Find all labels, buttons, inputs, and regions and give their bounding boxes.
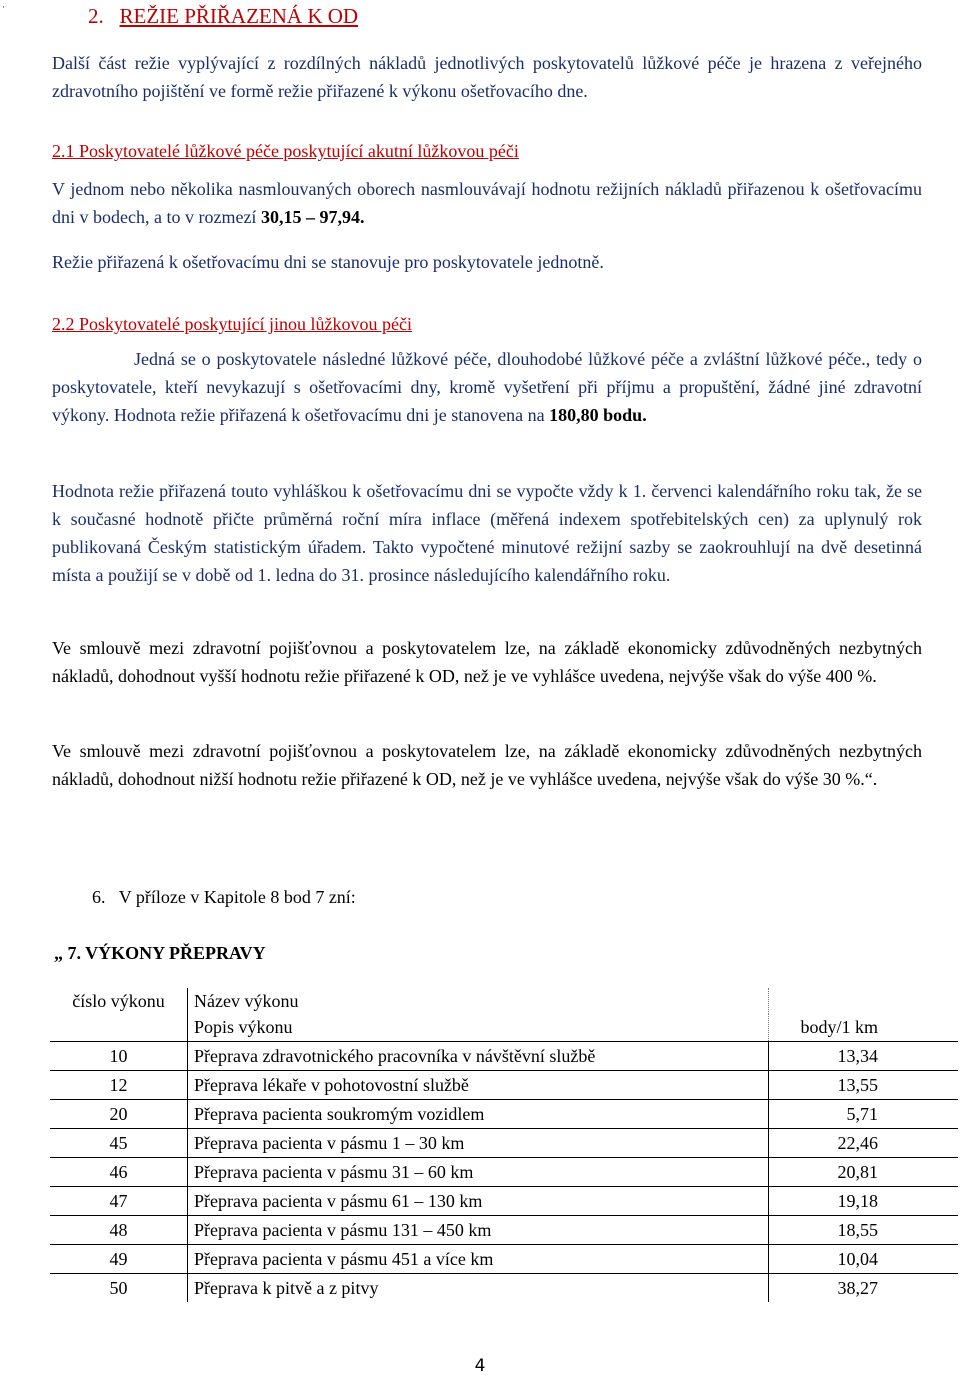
- item-6: [92, 887, 356, 908]
- subsection-2-1-heading: 2.1 Poskytovatelé lůžkové péče poskytující akutní lůžkovou péči: [52, 141, 519, 161]
- table-row: [50, 1274, 958, 1303]
- higher-value-paragraph: Ve smlouvě mezi zdravotní pojišťovnou a poskytovatelem lze, na základě ekonomicky zdůvodněných nezbytných nákladů, dohodnout vyšší hodnotu režie přiřazené k OD, než je ve vyhlášce uvedena, nejvýše však do výše 400 %.: [52, 638, 922, 686]
- chapter-7-title: „ 7. VÝKONY PŘEPRAVY: [54, 943, 266, 963]
- row-name: Přeprava pacienta v pásmu 61 – 130 km: [188, 1187, 769, 1216]
- row-points: 22,46: [769, 1129, 959, 1158]
- subsection-2-1-text: V jednom nebo několika nasmlouvaných oborech nasmlouvávají hodnotu režijních nákladů přiřazenou k ošetřovacímu dni v bodech, a to v rozmezí: [52, 179, 922, 227]
- table-header-row-2: [50, 1014, 958, 1042]
- col-desc-header: Popis výkonu: [188, 1014, 769, 1042]
- table-row: [50, 1071, 958, 1100]
- row-name: Přeprava pacienta soukromým vozidlem: [188, 1100, 769, 1129]
- col-code-header: číslo výkonu: [72, 990, 165, 1011]
- inflation-paragraph: Hodnota režie přiřazená touto vyhláškou k ošetřovacímu dni se vypočte vždy k 1. červenci kalendářního roku tak, že se k současné hodnotě přičte průměrná roční míra inflace (měřená indexem spotřebitelských cen) za uplynulý rok publikovaná Českým statistickým úřadem. Takto vypočtené minutové režijní sazby se zaokrouhlují na dvě desetinná místa a použijí se v době od 1. ledna do 31. prosince následujícího kalendářního roku.: [52, 481, 922, 585]
- row-points: 10,04: [769, 1245, 959, 1274]
- row-code: 48: [50, 1216, 188, 1245]
- subsection-2-1-paragraph: [52, 175, 922, 231]
- col-name-header: Název výkonu: [188, 988, 769, 1014]
- table-body: [50, 1042, 958, 1303]
- item-6-text: V příloze v Kapitole 8 bod 7 zní:: [118, 887, 356, 907]
- row-points: 18,55: [769, 1216, 959, 1245]
- section-number: 2.: [88, 4, 104, 28]
- header-empty-cell: [50, 1014, 188, 1042]
- row-name: Přeprava lékaře v pohotovostní službě: [188, 1071, 769, 1100]
- transport-services-table: [50, 988, 958, 1302]
- row-code: 12: [50, 1071, 188, 1100]
- subsection-2-2-paragraph: [52, 345, 922, 429]
- subsection-2-2-text: Jedná se o poskytovatele následné lůžkové péče, dlouhodobé lůžkové péče a zvláštní lůžkové péče., tedy o poskytovatele, kteří nevykazují s ošetřovacími dny, kromě vyšetření při příjmu a propuštění, žádné jiné zdravotní výkony. Hodnota režie přiřazená k ošetřovacímu dni je stanovena na: [52, 349, 922, 425]
- row-code: 10: [50, 1042, 188, 1071]
- row-points: 38,27: [769, 1274, 959, 1303]
- table-row: [50, 1158, 958, 1187]
- subsection-2-1-note: Režie přiřazená k ošetřovacímu dni se stanovuje pro poskytovatele jednotně.: [52, 252, 604, 272]
- table-row: [50, 1100, 958, 1129]
- section-heading: [88, 4, 358, 29]
- margin-mark: ·: [2, 2, 5, 12]
- row-name: Přeprava pacienta v pásmu 31 – 60 km: [188, 1158, 769, 1187]
- row-code: 47: [50, 1187, 188, 1216]
- row-points: 13,55: [769, 1071, 959, 1100]
- row-name: Přeprava pacienta v pásmu 451 a více km: [188, 1245, 769, 1274]
- row-code: 46: [50, 1158, 188, 1187]
- row-points: 20,81: [769, 1158, 959, 1187]
- row-code: 49: [50, 1245, 188, 1274]
- row-name: Přeprava pacienta v pásmu 131 – 450 km: [188, 1216, 769, 1245]
- overhead-value: 180,80 bodu.: [549, 405, 647, 425]
- row-points: 13,34: [769, 1042, 959, 1071]
- page-number: 4: [474, 1356, 486, 1376]
- table-header-row: [50, 988, 958, 1014]
- row-code: 50: [50, 1274, 188, 1303]
- row-code: 20: [50, 1100, 188, 1129]
- row-name: Přeprava k pitvě a z pitvy: [188, 1274, 769, 1303]
- header-empty-cell: [769, 988, 959, 1014]
- row-name: Přeprava zdravotnického pracovníka v návštěvní službě: [188, 1042, 769, 1071]
- point-range: 30,15 – 97,94.: [260, 207, 365, 227]
- section-title: REŽIE PŘIŘAZENÁ K OD: [119, 4, 359, 28]
- table-row: [50, 1042, 958, 1071]
- subsection-2-2-heading: 2.2 Poskytovatelé poskytující jinou lůžkovou péči: [52, 314, 412, 334]
- section-intro: Další část režie vyplývající z rozdílných nákladů jednotlivých poskytovatelů lůžkové péče je hrazena z veřejného zdravotního pojištění ve formě režie přiřazené k výkonu ošetřovacího dne.: [52, 53, 922, 101]
- table-row: [50, 1129, 958, 1158]
- table-row: [50, 1245, 958, 1274]
- row-points: 5,71: [769, 1100, 959, 1129]
- row-name: Přeprava pacienta v pásmu 1 – 30 km: [188, 1129, 769, 1158]
- item-6-number: 6.: [92, 887, 106, 907]
- table-row: [50, 1216, 958, 1245]
- col-points-header: body/1 km: [769, 1014, 959, 1042]
- table-row: [50, 1187, 958, 1216]
- lower-value-paragraph: Ve smlouvě mezi zdravotní pojišťovnou a poskytovatelem lze, na základě ekonomicky zdůvodněných nezbytných nákladů, dohodnout nižší hodnotu režie přiřazené k OD, než je ve vyhlášce uvedena, nejvýše však do výše 30 %.“.: [52, 741, 922, 789]
- row-code: 45: [50, 1129, 188, 1158]
- row-points: 19,18: [769, 1187, 959, 1216]
